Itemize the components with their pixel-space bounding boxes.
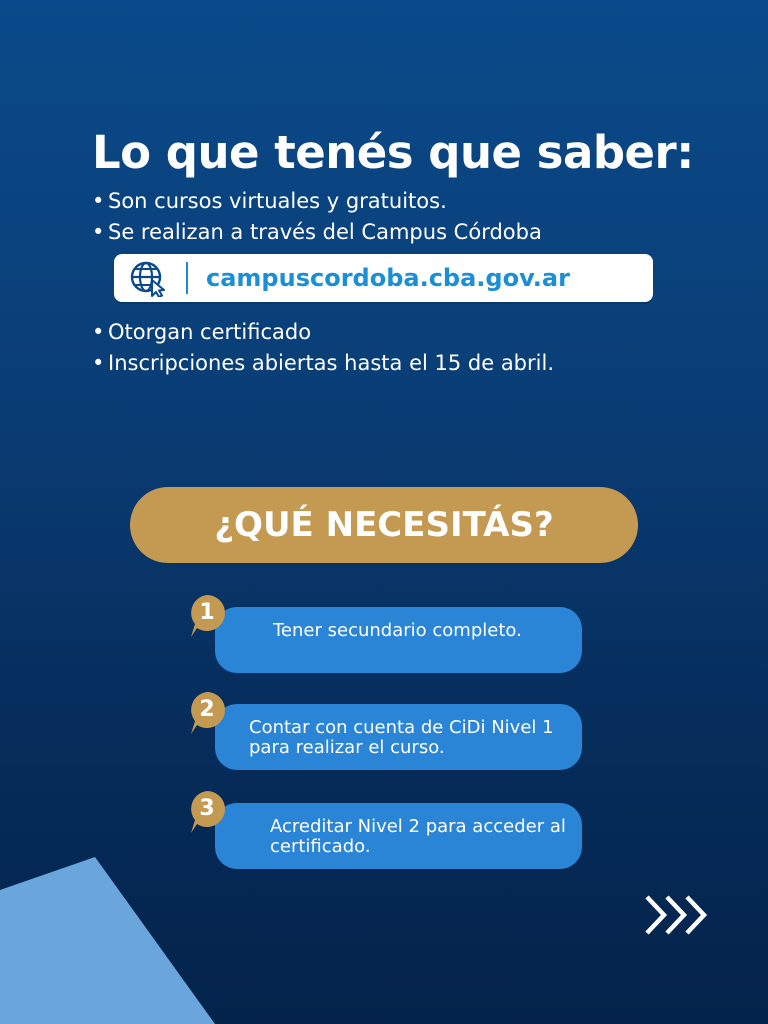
requirement-step (185, 789, 585, 859)
triple-chevron-right-icon[interactable] (644, 894, 710, 936)
page-title: Lo que tenés que saber: (92, 126, 694, 179)
step-text: Contar con cuenta de CiDi Nivel 1 para realizar el curso. (249, 717, 554, 758)
campus-url-box[interactable] (114, 254, 653, 302)
info-item: • Se realizan a través del Campus Córdoba (92, 217, 542, 248)
requirements-heading: ¿QUÉ NECESITÁS? (214, 505, 554, 545)
step-number: 2 (199, 697, 215, 722)
requirements-heading-pill (130, 487, 638, 563)
info-item: • Otorgan certificado (92, 317, 554, 348)
campus-url-link[interactable]: campuscordoba.cba.gov.ar (206, 264, 570, 292)
requirement-step (185, 593, 585, 663)
step-number: 1 (199, 600, 215, 625)
step-text: Tener secundario completo. (273, 620, 522, 641)
url-divider (186, 262, 188, 294)
info-list-bottom (92, 317, 554, 379)
info-item: • Son cursos virtuales y gratuitos. (92, 186, 542, 217)
step-number: 3 (199, 796, 215, 821)
info-item: • Inscripciones abiertas hasta el 15 de abril. (92, 348, 554, 379)
requirement-step (185, 690, 585, 760)
info-list-top (92, 186, 542, 248)
globe-cursor-icon (128, 259, 168, 297)
step-text: Acreditar Nivel 2 para acceder al certificado. (270, 816, 566, 857)
